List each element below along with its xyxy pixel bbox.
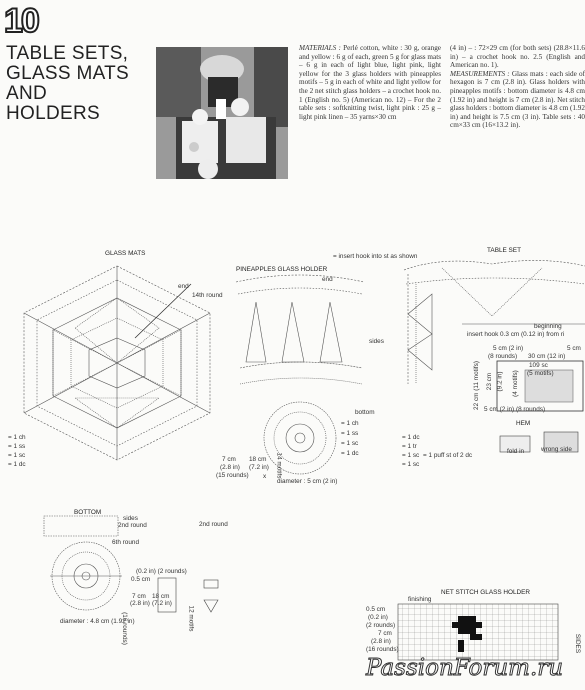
label-22cm: 22 cm (11 motifs) (472, 361, 480, 410)
materials-text: Perlé cotton, white : 30 g, orange and yellow : 6 g of each, green 5 g for glass mats – 6 g in each of light blue, light pink, light yellow for the 3 glass holders with pineapples motifs – 5 g in each of white and light yellow for the 2 net stitch glass holders – a crochet hook no. 1 (English no. 5) (American no. 12) – For the 2 table sets : softknitting twist, light pink : 25 g – light pink linen – 35 yarns×30 cm (299, 44, 441, 121)
label-diameter-5cm: diameter : 5 cm (2 in) (277, 478, 338, 485)
label-16-rounds-c: (16 rounds) (366, 646, 399, 653)
label-15-rounds: (15 rounds) (216, 472, 249, 479)
title-line-4: HOLDERS (6, 103, 100, 124)
legend-ss: = 1 ss (8, 443, 26, 450)
table-set-photo (156, 47, 288, 179)
label-7-2in-b: (7.2 in) (152, 600, 172, 607)
label-insert-hook-03: insert hook 0.3 cm (0.12 in) from ri (467, 331, 565, 338)
label-6th-round: 6th round (112, 539, 140, 546)
legend-puff: = 1 puff st of 2 dc (423, 452, 473, 459)
label-2nd-round-b: 2nd round (199, 521, 228, 528)
glass-mats-chart (5, 258, 230, 468)
page-title (6, 44, 129, 124)
label-30cm: 30 cm (12 in) (528, 353, 566, 360)
legend-dc-3: = 1 dc (402, 434, 420, 441)
legend-tr: = 1 tr (402, 443, 417, 450)
label-bottom: bottom (355, 409, 375, 416)
legend-sc: = 1 sc (8, 452, 26, 459)
label-12-motifs: 12 motifs (187, 605, 195, 632)
label-2nd-round: 2nd round (118, 522, 147, 529)
label-beginning: beginning (534, 323, 562, 330)
label-insert-hook: = insert hook into st as shown (333, 253, 418, 260)
glass-shape-diagram (150, 576, 220, 616)
net-stitch-chart (396, 602, 564, 662)
label-14-motifs: 14 motifs (275, 452, 283, 479)
label-sides-vertical: SIDES (574, 633, 582, 654)
label-4-motifs: (4 motifs) (511, 370, 519, 397)
label-109-sc: 109 sc (529, 362, 548, 369)
label-end: end (178, 283, 189, 290)
measurements-paragraph (450, 44, 585, 130)
label-5cm-2in: 5 cm (2 in) (493, 345, 524, 352)
label-0-5cm: 0.5 cm (131, 576, 151, 583)
label-sides: sides (369, 338, 384, 345)
label-7cm: 7 cm (222, 456, 236, 463)
label-5cm-8rounds: 5 cm (2 in) (8 rounds) (484, 406, 546, 413)
title-line-3: AND (6, 83, 48, 104)
legend-dc-2: = 1 dc (341, 450, 359, 457)
label-end-2: end (322, 276, 333, 283)
measurements-label: MEASUREMENTS : (450, 69, 510, 78)
legend-ss-2: = 1 ss (341, 430, 359, 437)
label-2-8in: (2.8 in) (220, 464, 240, 471)
label-7cm-b: 7 cm (132, 593, 146, 600)
label-8-rounds: (8 rounds) (488, 353, 518, 360)
label-x: x (263, 473, 267, 480)
materials-paragraph (299, 44, 441, 121)
label-diameter-4-8cm: diameter : 4.8 cm (1.92 in) (60, 618, 135, 625)
caption-pineapples: PINEAPPLES GLASS HOLDER (236, 266, 328, 273)
label-9-2in: (9.2 in) (496, 371, 504, 392)
legend-sc-4: = 1 sc (402, 461, 420, 468)
watermark: PassionForum.ru (366, 655, 564, 681)
label-0-2in: (0.2 in) (2 rounds) (136, 568, 187, 575)
label-16-rounds: (16 rounds) (120, 612, 128, 645)
label-2-8in-c: (2.8 in) (371, 638, 391, 645)
caption-hem: HEM (516, 420, 531, 427)
title-line-2: GLASS MATS (6, 63, 130, 84)
label-0-5cm-b: 0.5 cm (366, 606, 386, 613)
page-number: 10 (4, 2, 38, 40)
legend-sc-3: = 1 sc (402, 452, 420, 459)
materials-label: MATERIALS : (299, 44, 341, 52)
caption-glass-mats: GLASS MATS (105, 250, 146, 257)
caption-bottom: BOTTOM (74, 509, 102, 516)
measurements-text: Glass mats : each side of hexagon is 7 cm (2.8 in). Glass holders with pineapples motifs : bottom diameter is 4.8 cm (1.92 in) and height is 7 cm (2.8 in). Net stitch glass holders : bottom diameter is 4.8 cm (1.92 in) and height is 7.5 cm (3 in). Table sets : 40 cm×33 cm (16×13.2 in). (450, 69, 585, 130)
label-7-2in: (7.2 in) (249, 464, 269, 471)
label-5-motifs: (5 motifs) (527, 370, 554, 377)
label-2-8in-b: (2.8 in) (130, 600, 150, 607)
legend-sc-2: = 1 sc (341, 440, 359, 447)
title-line-1: TABLE SETS, (6, 43, 129, 64)
label-2-rounds: (2 rounds) (366, 622, 396, 629)
legend-dc: = 1 dc (8, 461, 26, 468)
caption-table-set: TABLE SET (487, 247, 521, 254)
label-fold-in: fold in (507, 448, 525, 455)
label-23cm: 23 cm (486, 372, 494, 391)
label-wrong-side: wrong side (541, 446, 572, 453)
legend-ch: = 1 ch (8, 434, 26, 441)
label-7cm-c: 7 cm (378, 630, 392, 637)
label-0-2in-b: (0.2 in) (368, 614, 388, 621)
materials-continued: (4 in) – : 72×29 cm (for both sets) (28.8×11.6 in) – a crochet hook no. 2.5 (English and American no. 1). (450, 44, 585, 70)
label-5cm-b: 5 cm (567, 345, 581, 352)
label-18cm-b: 18 cm (152, 593, 170, 600)
label-finishing: finishing (408, 596, 432, 603)
legend-ch-2: = 1 ch (341, 420, 359, 427)
label-sides-2: sides (123, 515, 138, 522)
label-14th-round: 14th round (192, 292, 223, 299)
label-18cm: 18 cm (249, 456, 267, 463)
caption-net-stitch: NET STITCH GLASS HOLDER (441, 589, 531, 596)
